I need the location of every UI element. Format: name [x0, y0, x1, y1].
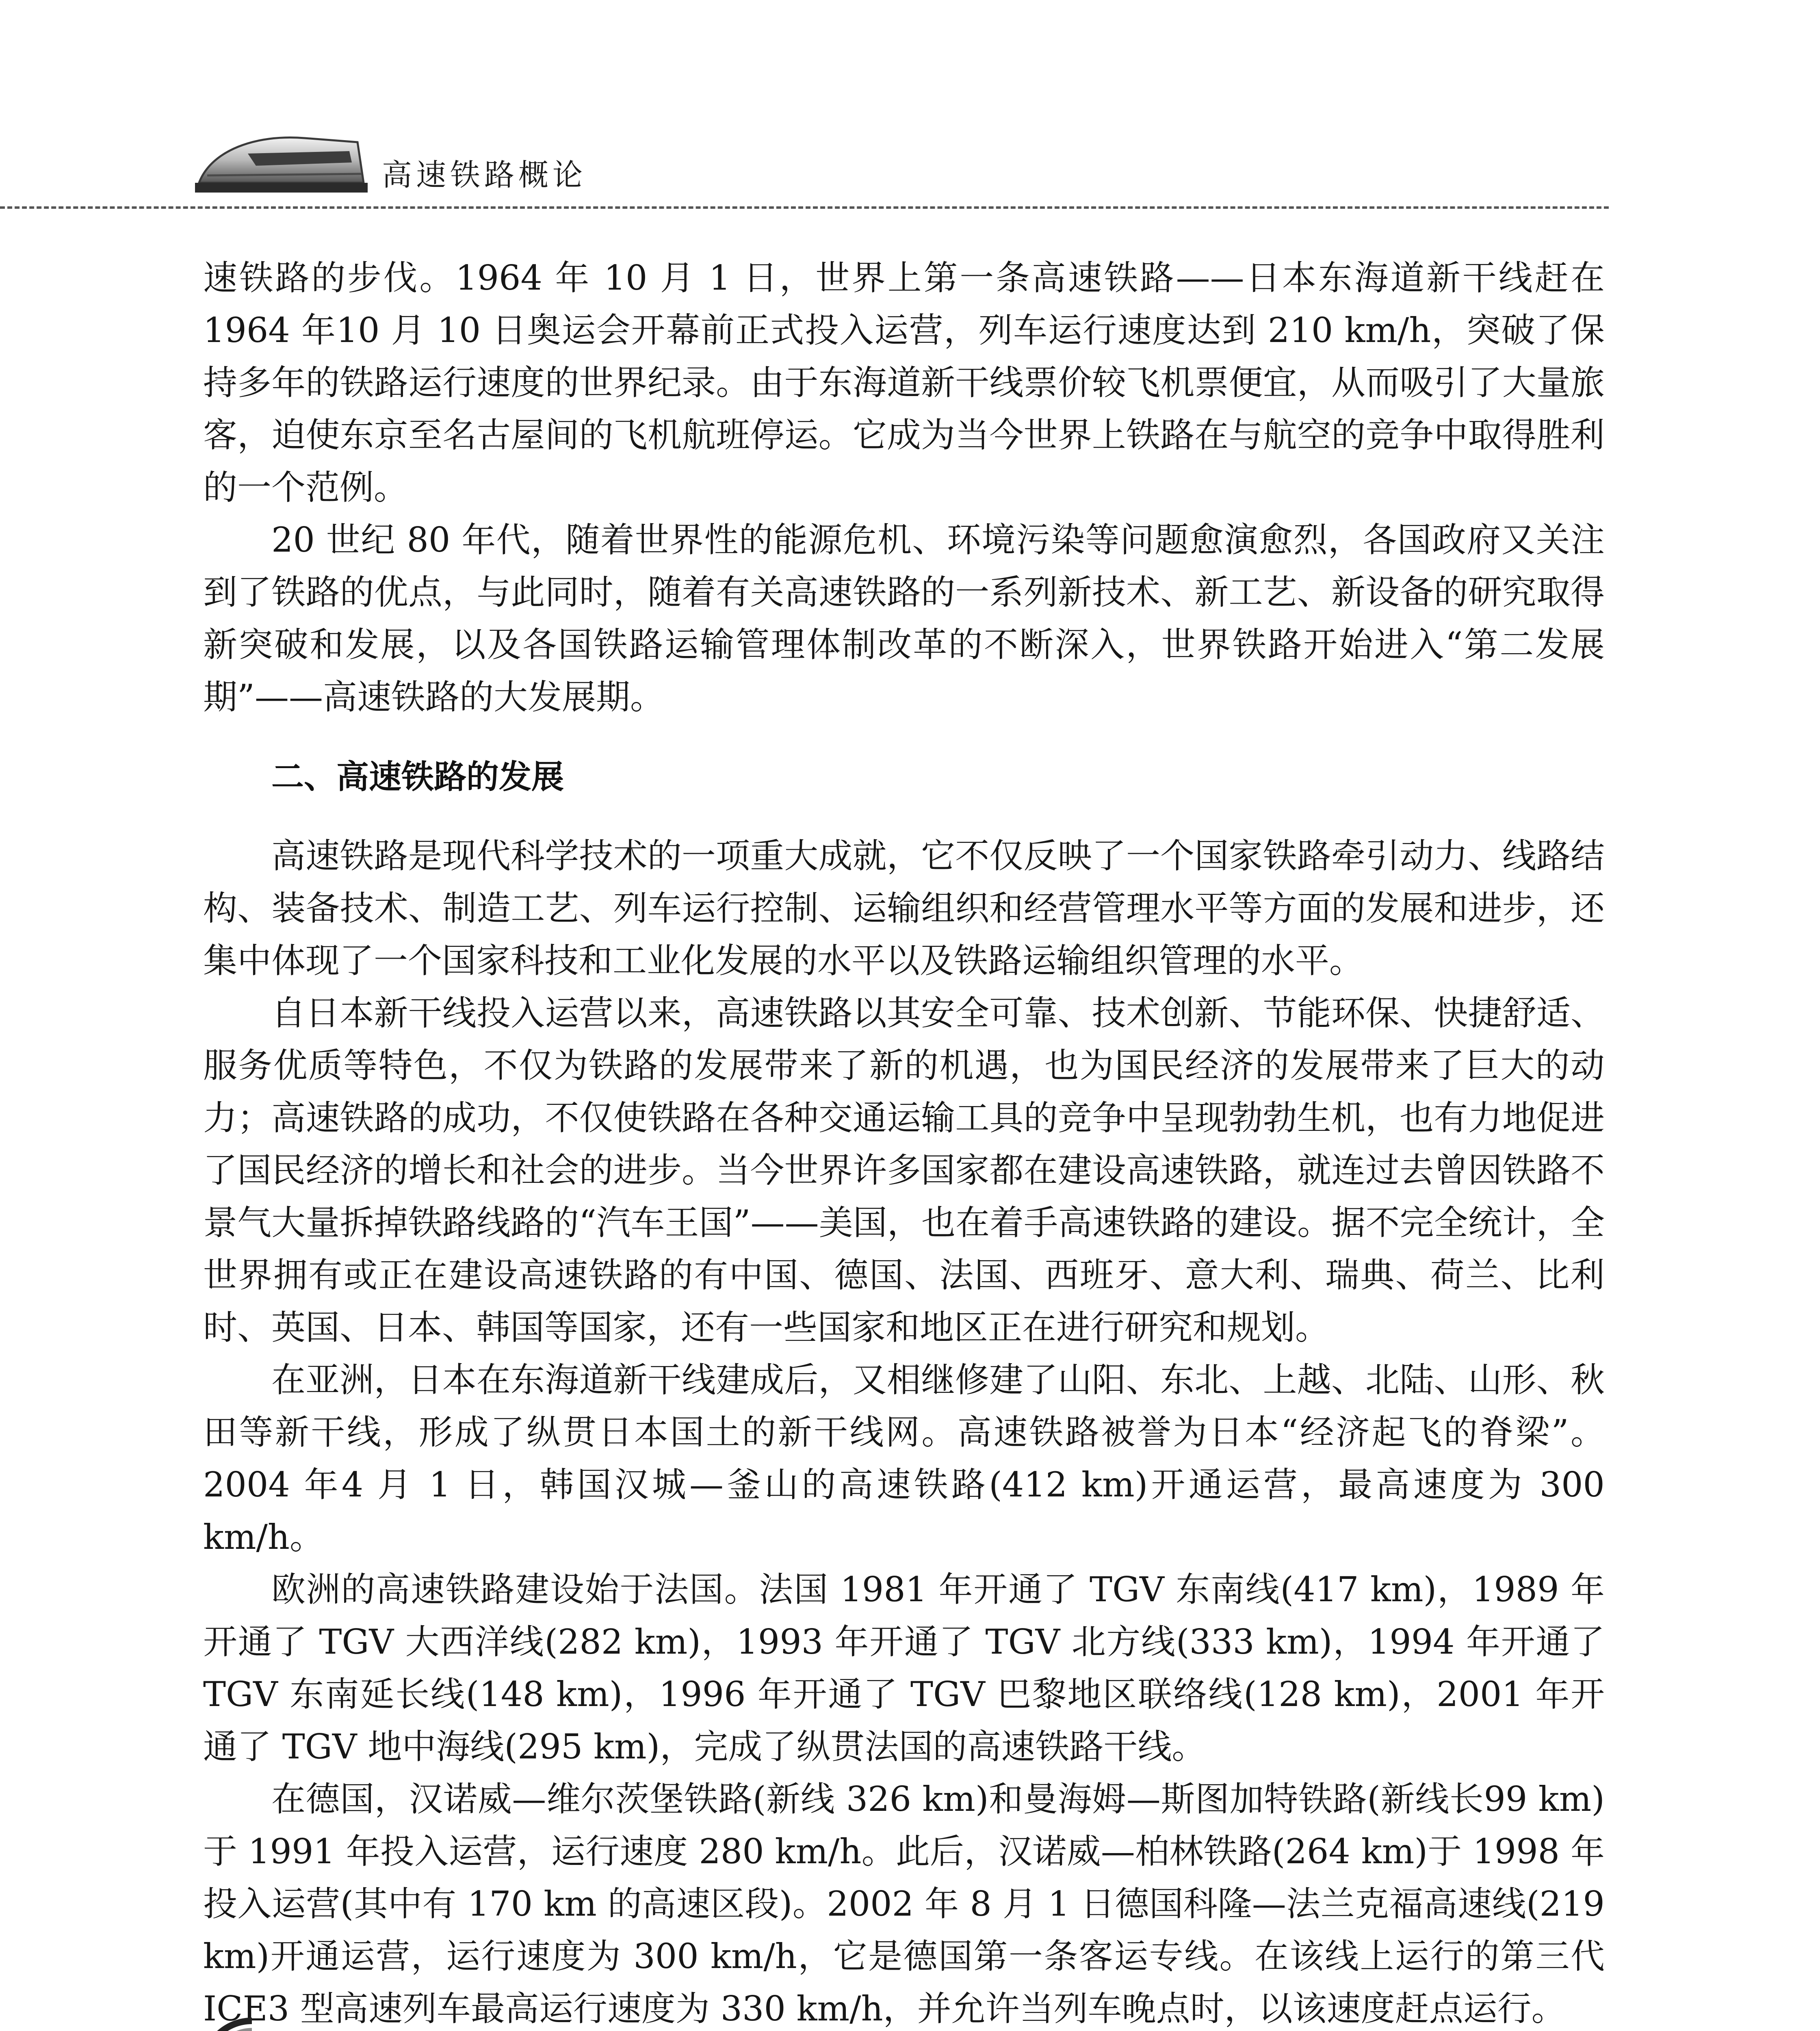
paragraph: 20 世纪 80 年代，随着世界性的能源危机、环境污染等问题愈演愈烈，各国政府又关注到了铁路的优点，与此同时，随着有关高速铁路的一系列新技术、新工艺、新设备的研究取得新突破和发展，以及各国铁路运输管理体制改革的不断深入，世界铁路开始进入“第二发展期”——高速铁路的大发展期。 — [203, 520, 1605, 717]
paragraph: 在亚洲，日本在东海道新干线建成后，又相继修建了山阳、东北、上越、北陆、山形、秋田等新干线，形成了纵贯日本国土的新干线网。高速铁路被誉为日本“经济起飞的脊梁”。2004 年4 月 1 日，韩国汉城—釜山的高速铁路(412 km)开通运营，最高速度为 300 km/h。 — [203, 1360, 1605, 1557]
header-dashed-rule — [0, 206, 1609, 209]
page-number-badge — [191, 2009, 313, 2031]
book-title: 高速铁路概论 — [382, 158, 587, 193]
paragraph: 欧洲的高速铁路建设始于法国。法国 1981 年开通了 TGV 东南线(417 km)，1989 年开通了 TGV 大西洋线(282 km)，1993 年开通了 TGV 北方线(333 km)，1994 年开通了 TGV 东南延长线(148 km)，1996 年开通了 TGV 巴黎地区联络线(128 km)，2001 年开通了 TGV 地中海线(295 km)，完成了纵贯法国的高速铁路干线。 — [203, 1570, 1605, 1767]
paragraph: 速铁路的步伐。1964 年 10 月 1 日，世界上第一条高速铁路——日本东海道新干线赶在 1964 年10 月 10 日奥运会开幕前正式投入运营，列车运行速度达到 210 km/h，突破了保持多年的铁路运行速度的世界纪录。由于东海道新干线票价较飞机票便宜，从而吸引了大量旅客，迫使东京至名古屋间的飞机航班停运。它成为当今世界上铁路在与航空的竞争中取得胜利的一个范例。 — [203, 258, 1605, 507]
paragraph: 在德国，汉诺威—维尔茨堡铁路(新线 326 km)和曼海姆—斯图加特铁路(新线长99 km)于 1991 年投入运营，运行速度 280 km/h。此后，汉诺威—柏林铁路(264 km)于 1998 年投入运营(其中有 170 km 的高速区段)。2002 年 8 月 1 日德国科隆—法兰克福高速线(219 km)开通运营，运行速度为 300 km/h，它是德国第一条客运专线。在该线上运行的第三代 ICE3 型高速列车最高运行速度为 330 km/h，并允许当列车晚点时，以该速度赶点运行。 — [203, 1779, 1605, 2029]
page-body — [203, 252, 1605, 2031]
high-speed-train-icon — [195, 122, 370, 203]
paragraph: 高速铁路是现代科学技术的一项重大成就，它不仅反映了一个国家铁路牵引动力、线路结构、装备技术、制造工艺、列车运行控制、运输组织和经营管理水平等方面的发展和进步，还集中体现了一个国家科技和工业化发展的水平以及铁路运输组织管理的水平。 — [203, 836, 1605, 981]
page-number-ring-icon — [191, 2009, 313, 2031]
page-header — [0, 0, 1820, 219]
paragraph: 自日本新干线投入运营以来，高速铁路以其安全可靠、技术创新、节能环保、快捷舒适、服务优质等特色，不仅为铁路的发展带来了新的机遇，也为国民经济的发展带来了巨大的动力；高速铁路的成功，不仅使铁路在各种交通运输工具的竞争中呈现勃勃生机，也有力地促进了国民经济的增长和社会的进步。当今世界许多国家都在建设高速铁路，就连过去曾因铁路不景气大量拆掉铁路线路的“汽车王国”——美国，也在着手高速铁路的建设。据不完全统计，全世界拥有或正在建设高速铁路的有中国、德国、法国、西班牙、意大利、瑞典、荷兰、比利时、英国、日本、韩国等国家，还有一些国家和地区正在进行研究和规划。 — [203, 993, 1605, 1347]
section-heading: 二、高速铁路的发展 — [271, 758, 564, 796]
